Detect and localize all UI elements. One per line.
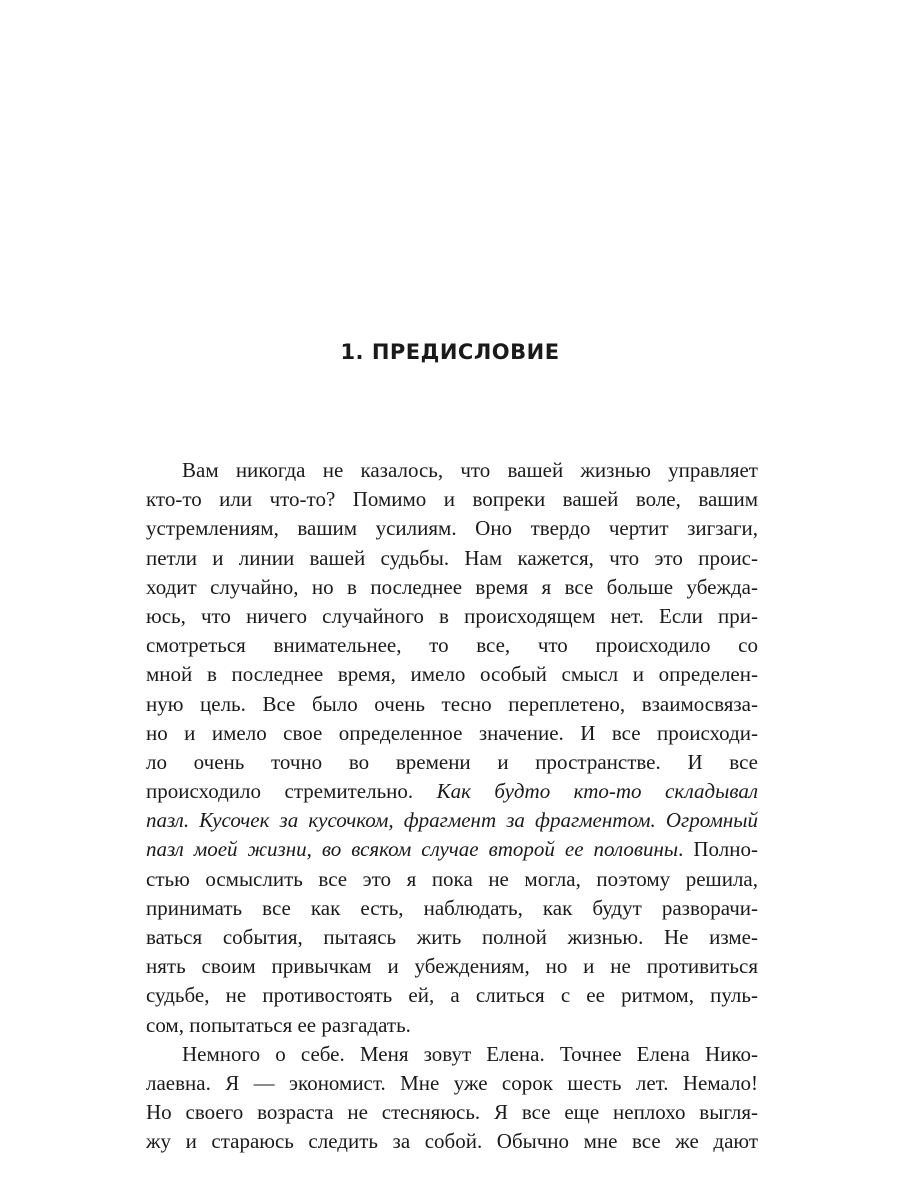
chapter-body [146, 456, 758, 1157]
text-line: стью осмыслить все это я пока не могла, поэтому решила, [146, 866, 758, 891]
text-line: мной в последнее время, имело особый смысл и определен- [146, 662, 758, 687]
text-line: кто-то или что-то? Помимо и вопреки вашей воле, вашим [146, 487, 758, 512]
text-line: судьбе, не противостоять ей, а слиться с ее ритмом, пуль- [146, 983, 758, 1008]
chapter-title: 1. ПРЕДИСЛОВИЕ [340, 340, 560, 364]
text-line: петли и линии вашей судьбы. Нам кажется, что это проис- [146, 545, 758, 570]
text-line: ную цель. Все было очень тесно переплетено, взаимосвяза- [146, 691, 758, 716]
text-line: ходит случайно, но в последнее время я все больше убежда- [146, 574, 758, 599]
text-line: Немного о себе. Меня зовут Елена. Точнее Елена Нико- [182, 1041, 758, 1066]
italic-text: пазл моей жизни, во всяком случае второй ее половины [146, 837, 679, 862]
text-line: происходило стремительно. Как будто кто-то складывал [146, 779, 758, 804]
text-line: пазл моей жизни, во всяком случае второй ее половины. Полно- [146, 837, 758, 862]
text-line: юсь, что ничего случайного в происходящем нет. Если при- [146, 603, 758, 628]
text-line: жу и стараюсь следить за собой. Обычно мне все же дают [146, 1129, 758, 1154]
text-line [146, 806, 758, 835]
text-line: принимать все как есть, наблюдать, как будут разворачи- [146, 895, 758, 920]
italic-text: пазл. Кусочек за кусочком, фрагмент за фрагментом. Огромный [146, 808, 758, 833]
text-line: смотреться внимательнее, то все, что происходило со [146, 633, 758, 658]
text-line: устремлениям, вашим усилиям. Оно твердо чертит зигзаги, [146, 516, 758, 541]
text-line: сом, попытаться ее разгадать. [146, 1012, 411, 1037]
text-line: но и имело свое определенное значение. И все происходи- [146, 720, 758, 745]
text-line: ло очень точно во времени и пространстве. И все [146, 749, 758, 774]
text-line: лаевна. Я — экономист. Мне уже сорок шесть лет. Немало! [146, 1070, 758, 1095]
text-line: нять своим привычкам и убеждениям, но и не противиться [146, 954, 758, 979]
text-line: Вам никогда не казалось, что вашей жизнью управляет [182, 458, 758, 482]
text-line: Но своего возраста не стесняюсь. Я все еще неплохо выгля- [146, 1100, 758, 1125]
italic-text: Как будто кто-то складывал [436, 779, 758, 804]
text-line: ваться события, пытаясь жить полной жизнью. Не изме- [146, 925, 758, 949]
